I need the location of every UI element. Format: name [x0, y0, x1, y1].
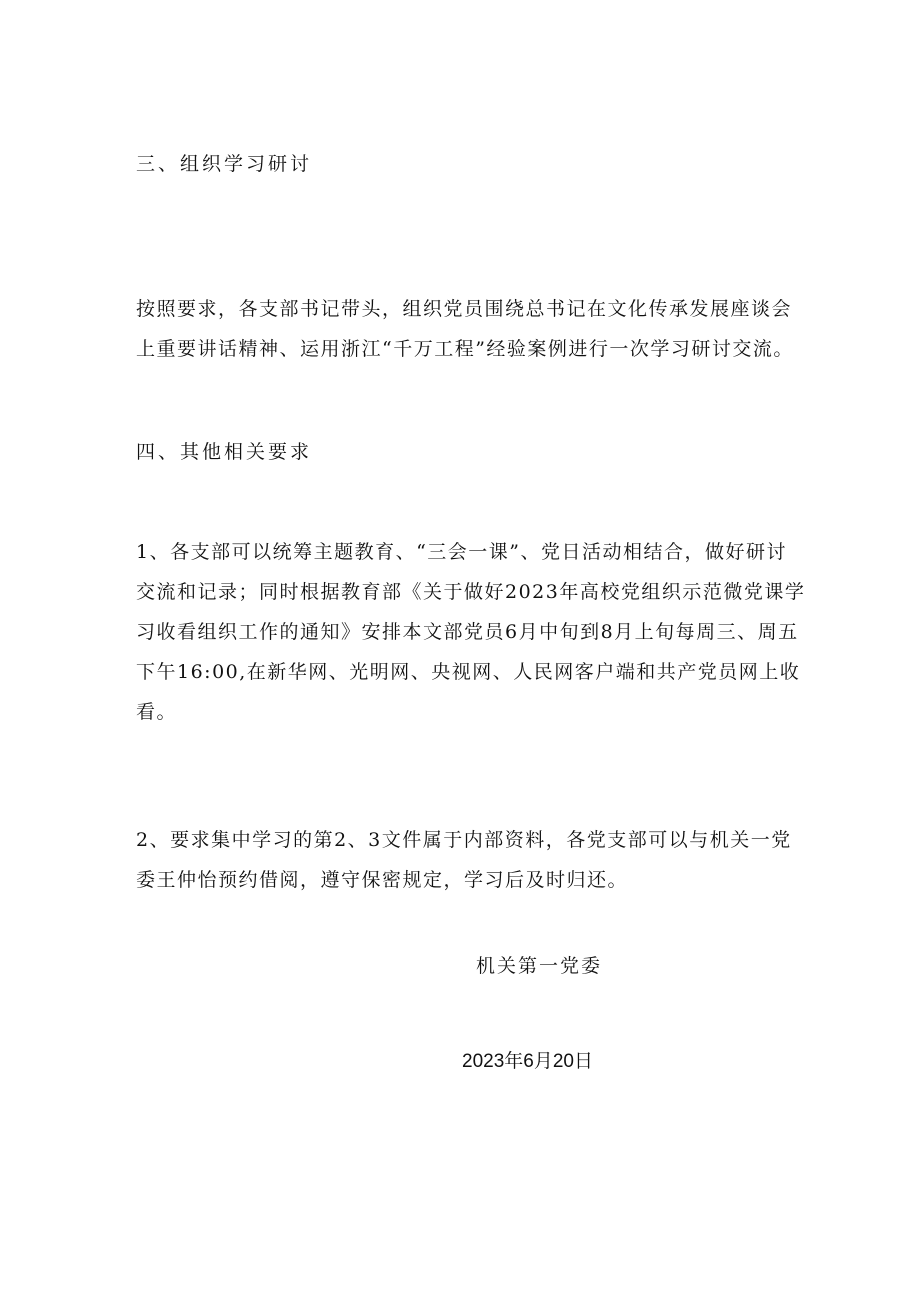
signature-organization: 机关第一党委 — [476, 955, 603, 977]
paragraph-line: 下午16:00,在新华网、光明网、央视网、人民网客户端和共产党员网上收 — [136, 661, 801, 683]
requirement-item-2 — [136, 820, 796, 900]
section-heading-3: 三、组织学习研讨 — [136, 153, 313, 175]
paragraph-line: 习收看组织工作的通知》安排本文部党员6月中旬到8月上旬每周三、周五 — [136, 621, 799, 643]
signature-date: 2023年6月20日 — [462, 1051, 593, 1072]
paragraph-line: 上重要讲话精神、运用浙江“千万工程”经验案例进行一次学习研讨交流。 — [136, 338, 794, 360]
section-heading-4: 四、其他相关要求 — [136, 441, 313, 463]
paragraph-line: 2、要求集中学习的第2、3文件属于内部资料，各党支部可以与机关一党 — [136, 829, 792, 851]
section-3-paragraph — [136, 289, 796, 369]
requirement-item-1 — [136, 532, 806, 732]
paragraph-line: 委王仲怡预约借阅，遵守保密规定，学习后及时归还。 — [136, 869, 629, 891]
paragraph-line: 交流和记录；同时根据教育部《关于做好2023年高校党组织示范微党课学 — [136, 581, 806, 603]
paragraph-line: 看。 — [136, 701, 178, 723]
paragraph-line: 1、各支部可以统筹主题教育、“三会一课”、党日活动相结合，做好研讨 — [136, 541, 788, 563]
paragraph-line: 按照要求，各支部书记带头，组织党员围绕总书记在文化传承发展座谈会 — [136, 298, 793, 320]
